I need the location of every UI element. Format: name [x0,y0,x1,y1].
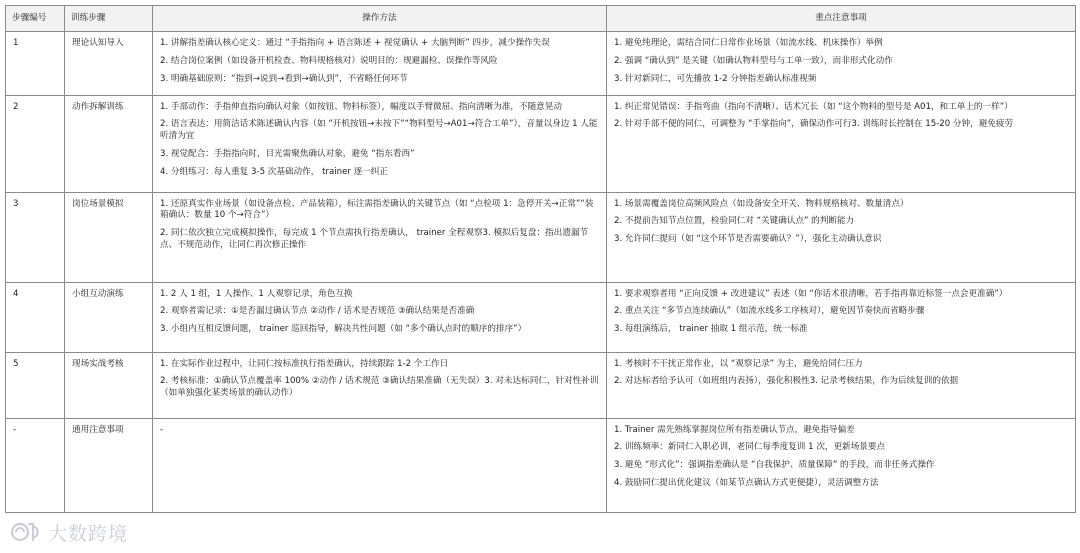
operation-method-cell [153,192,607,282]
table-header-row [6,6,1076,32]
table-row [6,282,1076,352]
operation-method-cell [153,352,607,418]
note-item: 2. 训练频率：新同仁入职必训，老同仁每季度复训 1 次，更新场景要点 [614,442,886,453]
step-name-cell: 现场实战考核 [65,352,153,418]
method-item: 1. 在实际作业过程中，让同仁按标准执行指差确认，持续跟踪 1-2 个工作日 [160,358,449,369]
step-number-cell: 5 [6,352,65,418]
table-row [6,352,1076,418]
method-item: 2. 观察者需记录：①是否漏过确认节点 ②动作 / 话术是否规范 ③确认结果是否准确 [160,306,475,317]
method-item: 1. 讲解指差确认核心定义：通过 “手指指向 + 语言陈述 + 视觉确认 + 大脑判断” 四步，减少操作失误 [160,38,550,48]
step-name-cell: 通用注意事项 [65,418,153,512]
method-item: 2. 结合岗位案例（如设备开机检查、物料规格核对）说明目的：规避漏检、误操作等风险 [160,55,498,66]
brand-logo-icon [10,519,44,545]
method-item: 4. 分组练习：每人重复 3-5 次基础动作， trainer 逐一纠正 [160,167,388,178]
note-item: 2. 不提前告知节点位置，检验同仁对 “关键确认点” 的判断能力 [614,216,855,227]
operation-method-cell [153,418,607,512]
note-item: 4. 鼓励同仁提出优化建议（如某节点确认方式更便捷），灵活调整方法 [614,478,879,489]
header-training-step: 训练步骤 [65,6,153,32]
note-item: 3. 避免 “形式化”：强调指差确认是 “自我保护、质量保障” 的手段，而非任务式操作 [614,460,935,471]
note-item: 2. 对达标者给予认可（如班组内表扬），强化积极性3. 记录考核结果，作为后续复训的依据 [614,376,959,387]
watermark [10,519,128,545]
table-row [6,95,1076,192]
step-name-cell: 动作拆解训练 [65,95,153,192]
key-notes-cell [607,418,1076,512]
step-name-cell: 理论认知导入 [65,32,153,96]
key-notes-cell [607,95,1076,192]
method-item: 3. 视觉配合：手指指向时，目光需聚焦确认对象，避免 “指东看西” [160,149,415,160]
method-item: 2. 语言表达：用简洁话术陈述确认内容（如 “开机按钮→未按下”“物料型号→A01→符合工单”），音量以身边 1 人能听清为宜 [160,119,598,142]
note-item: 2. 针对手部不便的同仁，可调整为 “手掌指向”，确保动作可行3. 训练时长控制在 15-20 分钟，避免疲劳 [614,119,1014,130]
step-name-cell: 小组互动演练 [65,282,153,352]
operation-method-cell [153,95,607,192]
header-step-number: 步骤编号 [6,6,65,32]
note-item: 3. 每组演练后， trainer 抽取 1 组示范，统一标准 [614,324,808,335]
note-item: 1. 避免纯理论，需结合同仁日常作业场景（如流水线、机床操作）举例 [614,38,883,48]
step-number-cell: - [6,418,65,512]
note-item: 1. Trainer 需先熟练掌握岗位所有指差确认节点，避免指导偏差 [614,424,855,435]
note-item: 1. 纠正常见错误：手指弯曲（指向不清晰）、话术冗长（如 “这个物料的型号是 A01，和工单上的一样”） [614,101,1013,112]
method-item: - [160,424,164,435]
table-row [6,418,1076,512]
step-number-cell: 2 [6,95,65,192]
operation-method-cell [153,282,607,352]
training-steps-table [5,5,1076,513]
method-item: 1. 还原真实作业场景（如设备点检、产品装箱），标注需指差确认的关键节点（如 “点检项 1：急停开关→正常”“装箱确认：数量 10 个→符合”） [160,198,594,221]
header-operation-method: 操作方法 [153,6,607,32]
method-item: 3. 小组内互相反馈问题， trainer 巡回指导，解决共性问题（如 “多个确认点时的顺序的排序”） [160,324,527,335]
key-notes-cell [607,352,1076,418]
table-row [6,192,1076,282]
note-item: 1. 考核时不干扰正常作业，以 “观察记录” 为主，避免给同仁压力 [614,358,863,369]
key-notes-cell [607,32,1076,96]
key-notes-cell [607,192,1076,282]
method-item: 1. 手部动作：手指伸直指向确认对象（如按钮、物料标签），幅度以手臂微屈、指向清晰为准，不随意晃动 [160,101,562,112]
step-name-cell: 岗位场景模拟 [65,192,153,282]
key-notes-cell [607,282,1076,352]
note-item: 3. 允许同仁提问（如 “这个环节是否需要确认？”），强化主动确认意识 [614,234,882,245]
note-item: 2. 重点关注 “多节点连续确认”（如流水线多工序核对），避免因节奏快而省略步骤 [614,306,925,317]
note-item: 2. 强调 “确认到” 是关键（如确认物料型号与工单一致），而非形式化动作 [614,55,893,66]
method-item: 1. 2 人 1 组，1 人操作、1 人观察记录，角色互换 [160,288,353,299]
step-number-cell: 1 [6,32,65,96]
watermark-text: 大数跨境 [48,522,129,545]
method-item: 2. 同仁依次独立完成模拟操作，每完成 1 个节点需执行指差确认， trainer 全程观察3. 模拟后复盘：指出遗漏节点、不规范动作，让同仁再次修正操作 [160,228,589,251]
note-item: 1. 场景需覆盖岗位高频风险点（如设备安全开关、物料规格核对、数量清点） [614,198,909,209]
operation-method-cell [153,32,607,96]
method-item: 2. 考核标准：①确认节点覆盖率 100% ②动作 / 话术规范 ③确认结果准确（无失误）3. 对未达标同仁，针对性补训（如单独强化某类场景的确认动作） [160,376,599,399]
step-number-cell: 3 [6,192,65,282]
method-item: 3. 明确基础原则：“指到→说到→看到→确认到”，不省略任何环节 [160,73,408,84]
header-key-notes: 重点注意事项 [607,6,1076,32]
note-item: 1. 要求观察者用 “正向反馈 + 改进建议” 表述（如 “你话术很清晰，若手指再靠近标签一点会更准确”） [614,288,1008,299]
table-row [6,32,1076,96]
note-item: 3. 针对新同仁，可先播放 1-2 分钟指差确认标准视频 [614,73,817,84]
step-number-cell: 4 [6,282,65,352]
